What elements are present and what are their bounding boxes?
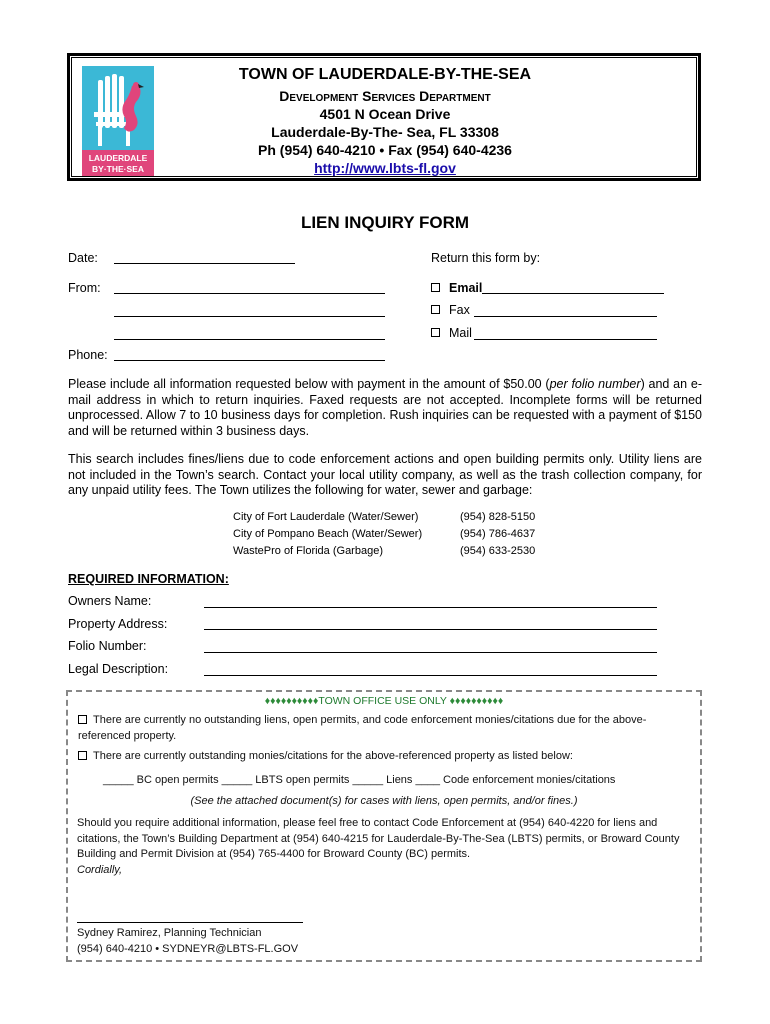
no-liens-checkbox[interactable] <box>78 715 87 724</box>
from-field-line-3[interactable] <box>114 339 385 340</box>
utility-phone: (954) 786-4637 <box>460 528 536 540</box>
blanks-line: _____ BC open permits _____ LBTS open permits _____ Liens ____ Code enforcement monies/citations <box>103 774 616 786</box>
office-use-title-text: TOWN OFFICE USE ONLY <box>318 695 447 707</box>
from-field-line-2[interactable] <box>114 316 385 317</box>
legal-description-field[interactable] <box>204 675 657 676</box>
town-name: TOWN OF LAUDERDALE-BY-THE-SEA <box>238 66 532 83</box>
logo-text-line2: BY·THE·SEA <box>92 164 144 174</box>
mail-option-label: Mail <box>449 326 472 340</box>
signer-contact: (954) 640-4210 • SYDNEYR@LBTS-FL.GOV <box>77 943 299 955</box>
phone-field[interactable] <box>114 360 385 361</box>
outstanding-text: There are currently outstanding monies/citations for the above-referenced property as listed below: <box>93 750 573 762</box>
town-logo <box>82 66 154 176</box>
return-label: Return this form by: <box>431 251 541 265</box>
property-address-field[interactable] <box>204 629 657 630</box>
office-option-no-liens <box>78 713 690 744</box>
diamonds-right: ♦♦♦♦♦♦♦♦♦♦ <box>449 695 504 707</box>
address-line-1: 4501 N Ocean Drive <box>319 106 451 122</box>
town-logo-image <box>82 66 154 176</box>
website-link[interactable]: http://www.lbts-fl.gov <box>314 160 456 176</box>
utility-name: City of Pompano Beach (Water/Sewer) <box>233 528 423 540</box>
logo-text-line1: LAUDERDALE <box>88 153 148 163</box>
legal-description-label: Legal Description: <box>68 662 169 676</box>
payment-text-b: ) and an e-mail address in which to return inquiries. Faxed requests are not accepted. Incomplete forms will be returned unprocessed. Allow 7 to 10 business days for completion. Rush inquiries can be requested with a payment of $150 and will be returned within 3 business days. <box>68 377 702 438</box>
return-option-email[interactable] <box>431 281 482 295</box>
return-option-mail[interactable] <box>431 326 472 340</box>
signature-line <box>77 922 303 923</box>
mail-checkbox[interactable] <box>431 328 440 337</box>
fax-checkbox[interactable] <box>431 305 440 314</box>
owners-name-field[interactable] <box>204 607 657 608</box>
no-liens-text: There are currently no outstanding liens, open permits, and code enforcement monies/citations due for the above-referenced property. <box>78 714 647 742</box>
phone-fax: Ph (954) 640-4210 • Fax (954) 640-4236 <box>258 142 512 158</box>
closing: Cordially, <box>77 864 123 876</box>
owners-name-label: Owners Name: <box>68 594 152 608</box>
date-label: Date: <box>68 251 98 265</box>
return-option-fax[interactable] <box>431 303 470 317</box>
from-label: From: <box>68 281 101 295</box>
office-use-title <box>66 695 702 707</box>
contact-paragraph: Should you require additional information, please feel free to contact Code Enforcement at (954) 640-4220 for liens and citations, the Town’s Building Department at (954) 640-4215 for Lauderdale-By-The-Sea (LBTS) permits, or Broward County Building and Permit Division at (954) 765-4400 for Broward County (BC) permits. <box>77 817 680 860</box>
from-field-line-1[interactable] <box>114 293 385 294</box>
required-info-title: REQUIRED INFORMATION: <box>68 572 229 586</box>
form-title: LIEN INQUIRY FORM <box>300 213 470 232</box>
signer-name: Sydney Ramirez, Planning Technician <box>77 927 262 939</box>
email-checkbox[interactable] <box>431 283 440 292</box>
utility-name: WastePro of Florida (Garbage) <box>233 545 383 557</box>
search-scope-paragraph: This search includes fines/liens due to code enforcement actions and open building permits only. Utility liens are not included in the Town’s search. Contact your local utility company, as well as the trash collection company, for any unpaid utility fees. The Town utilizes the following for water, sewer and garbage: <box>68 452 702 497</box>
utility-name: City of Fort Lauderdale (Water/Sewer) <box>233 511 419 523</box>
folio-number-field[interactable] <box>204 652 657 653</box>
phone-label: Phone: <box>68 348 108 362</box>
folio-number-label: Folio Number: <box>68 639 147 653</box>
payment-text-emphasis: per folio number <box>549 377 641 391</box>
mail-field[interactable] <box>474 339 657 340</box>
utility-phone: (954) 633-2530 <box>460 545 536 557</box>
address-line-2: Lauderdale-By-The- Sea, FL 33308 <box>271 124 499 140</box>
property-address-label: Property Address: <box>68 617 168 631</box>
see-attached-note: (See the attached document(s) for cases with liens, open permits, and/or fines.) <box>190 795 578 807</box>
email-option-label: Email <box>449 281 483 295</box>
utility-phone: (954) 828-5150 <box>460 511 536 523</box>
payment-instructions <box>68 377 702 439</box>
outstanding-checkbox[interactable] <box>78 751 87 760</box>
office-option-outstanding <box>78 749 690 765</box>
date-field[interactable] <box>114 263 295 264</box>
fax-option-label: Fax <box>449 303 470 317</box>
department-name: Development Services Department <box>279 88 491 104</box>
diamonds-left: ♦♦♦♦♦♦♦♦♦♦ <box>264 695 319 707</box>
payment-text-a: Please include all information requested below with payment in the amount of $50.00 ( <box>68 377 550 391</box>
email-field[interactable] <box>482 293 664 294</box>
fax-field[interactable] <box>474 316 657 317</box>
